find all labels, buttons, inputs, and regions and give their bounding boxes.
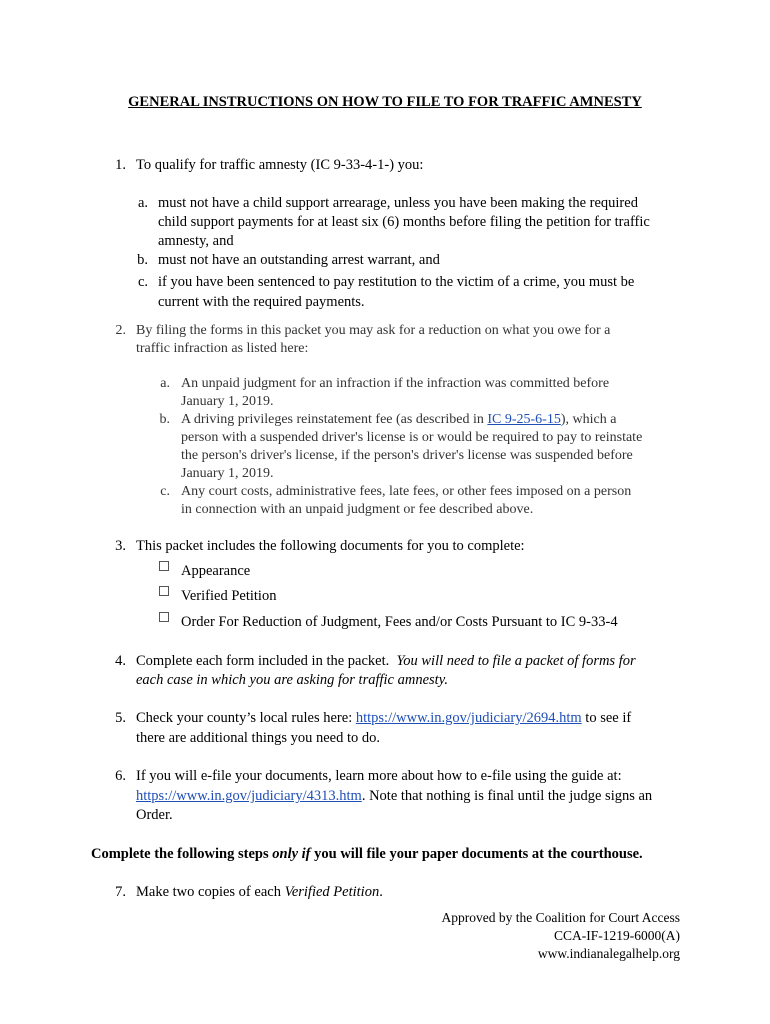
item-4-italic-1: You will need to file a packet of forms for — [396, 653, 636, 669]
item-5-number: 5. — [115, 710, 126, 726]
item-4-number: 4. — [115, 653, 126, 669]
item-7-pre: Make two copies of each — [136, 884, 285, 900]
item-1b-line-1: must not have an outstanding arrest warrant, and — [158, 252, 440, 268]
notice-post: you will file your paper documents at the courthouse. — [310, 846, 643, 862]
item-2b-letter: b. — [159, 412, 170, 427]
item-2-line-1: By filing the forms in this packet you may ask for a reduction on what you owe for a — [136, 323, 611, 338]
item-4-italic-2: each case in which you are asking for traffic amnesty. — [136, 672, 448, 688]
item-7-text — [136, 882, 383, 902]
item-1a-line-3: amnesty, and — [158, 233, 234, 249]
checklist-item-verified-petition: Verified Petition — [181, 588, 277, 604]
item-1a-letter: a. — [137, 195, 148, 211]
courthouse-notice — [91, 844, 643, 864]
item-1a-line-1: must not have a child support arrearage, unless you have been making the required — [158, 195, 638, 211]
footer-approved: Approved by the Coalition for Court Access — [441, 910, 680, 925]
appearance-checkbox[interactable] — [159, 561, 169, 571]
item-5-line-1 — [136, 708, 631, 728]
efile-guide-link[interactable]: https://www.in.gov/judiciary/4313.htm — [136, 788, 362, 804]
notice-emphasis: only if — [272, 846, 311, 862]
item-2a-letter: a. — [160, 376, 170, 391]
item-4-text: Complete each form included in the packet. — [136, 653, 390, 669]
footer-form-code: CCA-IF-1219-6000(A) — [554, 928, 680, 943]
checklist-item-order-reduction: Order For Reduction of Judgment, Fees and/or Costs Pursuant to IC 9-33-4 — [181, 614, 618, 630]
item-3-number: 3. — [115, 538, 126, 554]
item-5-line-2: there are additional things you need to do. — [136, 730, 381, 746]
item-2c-line-1: Any court costs, administrative fees, late fees, or other fees imposed on a person — [181, 484, 632, 499]
item-4-line-1 — [136, 651, 636, 671]
item-1-text: To qualify for traffic amnesty (IC 9-33-4-1-) you: — [136, 157, 424, 173]
item-2c-letter: c. — [160, 484, 170, 499]
footer-website: www.indianalegalhelp.org — [537, 946, 680, 961]
item-2b-line-1-post: ), which a — [560, 412, 617, 427]
statute-link-ic-9-25-6-15[interactable]: IC 9-25-6-15 — [487, 412, 561, 427]
item-7-number: 7. — [115, 884, 126, 900]
item-2b-line-3: the person's driver's license, if the person's driver's license was suspended before — [181, 448, 633, 463]
checklist-item-appearance: Appearance — [181, 563, 251, 579]
notice-pre: Complete the following steps — [91, 846, 273, 862]
item-1a-line-2: child support payments for at least six (6) months before filing the petition for traffic — [158, 214, 650, 230]
item-2a-line-1: An unpaid judgment for an infraction if the infraction was committed before — [181, 376, 610, 391]
item-6-post: . Note that nothing is final until the judge signs an — [361, 788, 653, 804]
item-2b-line-4: January 1, 2019. — [181, 466, 274, 481]
item-2b-line-1 — [181, 411, 616, 429]
local-rules-link[interactable]: https://www.in.gov/judiciary/2694.htm — [355, 710, 582, 726]
order-reduction-checkbox[interactable] — [159, 612, 169, 622]
item-2a-line-2: January 1, 2019. — [181, 394, 274, 409]
item-1-number: 1. — [115, 157, 126, 173]
item-6-line-2 — [136, 786, 652, 806]
item-2-number: 2. — [115, 323, 126, 338]
item-6-line-3: Order. — [136, 807, 173, 823]
item-6-number: 6. — [115, 768, 126, 784]
item-2-line-2: traffic infraction as listed here: — [136, 341, 309, 356]
item-1c-line-1: if you have been sentenced to pay restitution to the victim of a crime, you must be — [158, 274, 635, 290]
verified-petition-checkbox[interactable] — [159, 586, 169, 596]
item-5-pre: Check your county’s local rules here: — [136, 710, 356, 726]
item-7-post: . — [379, 884, 383, 900]
item-2b-line-2: person with a suspended driver's license is or would be required to pay to reinstate — [181, 430, 643, 445]
item-1c-line-2: current with the required payments. — [158, 294, 365, 310]
item-7-italic: Verified Petition — [284, 884, 380, 900]
item-3-text: This packet includes the following documents for you to complete: — [136, 538, 525, 554]
page-title: GENERAL INSTRUCTIONS ON HOW TO FILE TO FOR TRAFFIC AMNESTY — [128, 94, 642, 110]
item-6-line-1: If you will e-file your documents, learn more about how to e-file using the guide at: — [136, 768, 622, 784]
item-2b-line-1-pre: A driving privileges reinstatement fee (as described in — [181, 412, 488, 427]
item-1b-letter: b. — [137, 252, 148, 268]
item-2c-line-2: in connection with an unpaid judgment or fee described above. — [181, 502, 534, 517]
item-5-post: to see if — [581, 710, 632, 726]
item-1c-letter: c. — [137, 274, 148, 290]
